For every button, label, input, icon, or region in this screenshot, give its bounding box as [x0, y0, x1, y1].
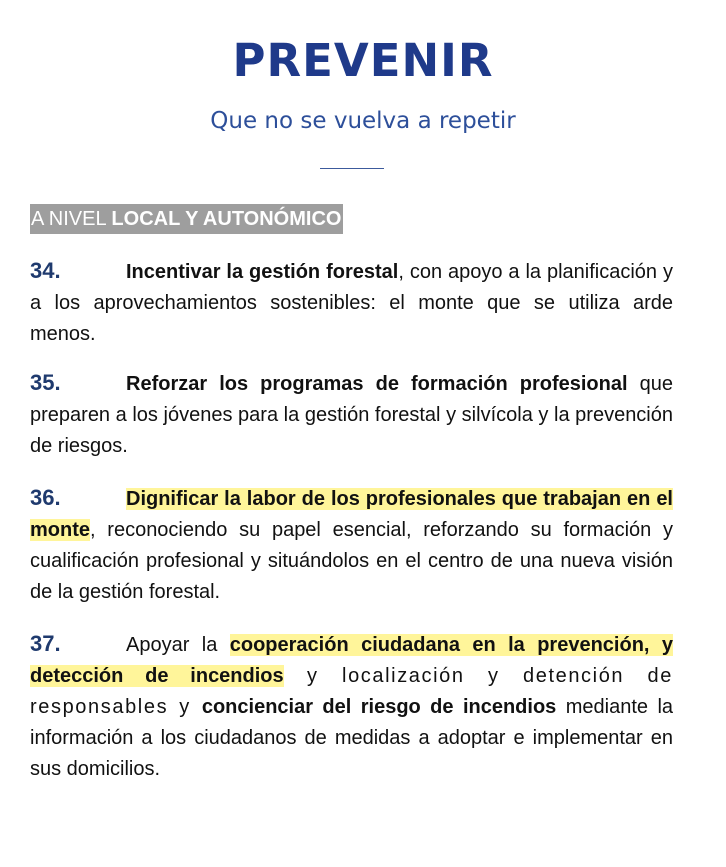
measure-bold-text: concienciar del riesgo de incendios [201, 696, 557, 718]
measure-lead-text: Apoyar la [126, 634, 230, 656]
measure-item-35 [30, 367, 673, 462]
measure-item-36 [30, 482, 673, 608]
section-heading-label: LOCAL Y AUTONÓMICO [111, 208, 342, 230]
measure-text: y localización y detención de responsables y [30, 665, 673, 718]
measure-highlighted-text: Dignificar la labor de los profesionales que trabajan en el monte [30, 488, 673, 541]
measure-text: mediante la información a los ciudadanos de medidas a adoptar e implementar en sus domicilios. [30, 696, 674, 780]
measure-bold-text: Incentivar la gestión forestal [126, 261, 399, 283]
measure-text: , con apoyo a la planificación y a los aprovechamientos sostenibles: el monte que se utiliza arde menos. [30, 261, 673, 345]
page-subtitle: Que no se vuelva a repetir [210, 108, 516, 134]
measure-number: 37. [30, 631, 61, 656]
section-heading-prefix: A NIVEL [31, 208, 112, 230]
title-divider [320, 168, 384, 169]
measure-number: 36. [30, 485, 61, 510]
measure-text: que preparen a los jóvenes para la gestión forestal y silvícola y la prevención de riesgos. [30, 373, 673, 457]
measure-number: 35. [30, 370, 61, 395]
section-heading [30, 204, 343, 234]
measure-item-37 [30, 628, 673, 785]
measure-highlighted-text: cooperación ciudadana en la prevención, y detección de incendios [30, 634, 673, 687]
measure-bold-text: Reforzar los programas de formación profesional [126, 373, 628, 395]
measure-text: , reconociendo su papel esencial, reforzando su formación y cualificación profesional y situándolos en el centro de una nueva visión de la gestión forestal. [30, 519, 673, 603]
page-title: PREVENIR [232, 34, 494, 87]
measure-item-34 [30, 255, 673, 350]
measure-number: 34. [30, 258, 61, 283]
